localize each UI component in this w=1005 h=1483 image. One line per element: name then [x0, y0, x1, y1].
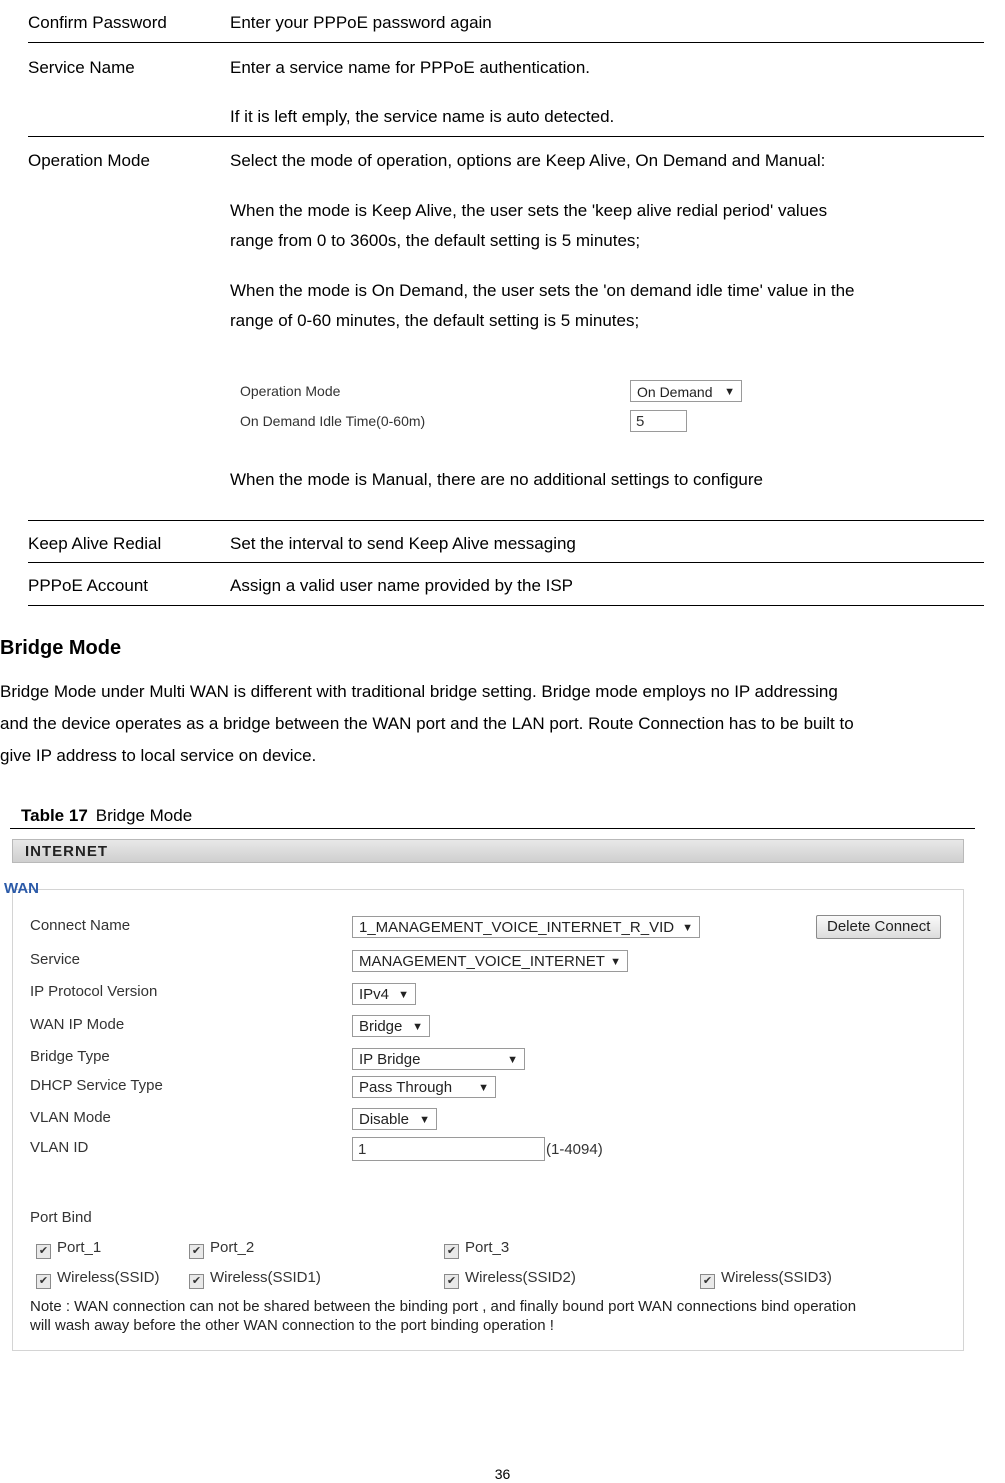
param-desc: Enter a service name for PPPoE authentication. [230, 58, 591, 77]
param-name: Confirm Password [28, 13, 167, 32]
port-bind-label: Port Bind [30, 1209, 92, 1226]
operation-mode-screenshot [230, 378, 750, 438]
wan-label: WAN [4, 880, 39, 897]
vlan-mode-select[interactable]: Disable ▼ [352, 1108, 437, 1130]
section-paragraph: Bridge Mode under Multi WAN is different with traditional bridge setting. Bridge mode employs no IP addressing and the device operates as a bridge between the WAN port and the LAN port. Route Connection has to be built to give IP address to local service on device. [0, 682, 854, 765]
param-desc: Assign a valid user name provided by the ISP [230, 576, 574, 595]
ip-version-label: IP Protocol Version [30, 983, 158, 1000]
param-desc: When the mode is Manual, there are no additional settings to configure [230, 470, 763, 489]
wan-ip-mode-label: WAN IP Mode [30, 1016, 125, 1033]
check-icon: ✔ [189, 1244, 204, 1259]
check-icon: ✔ [36, 1244, 51, 1259]
param-desc: When the mode is On Demand, the user sets the 'on demand idle time' value in the [230, 281, 855, 300]
vlan-mode-label: VLAN Mode [30, 1109, 111, 1126]
wireless-ssid2-checkbox[interactable]: ✔ Wireless(SSID2) [444, 1268, 576, 1288]
delete-connect-button[interactable]: Delete Connect [816, 915, 941, 939]
port-2-checkbox[interactable]: ✔ Port_2 [189, 1238, 254, 1258]
chevron-down-icon: ▼ [610, 956, 621, 968]
table-caption: Table 17 Bridge Mode [10, 806, 975, 829]
param-name: PPPoE Account [28, 576, 149, 595]
bridge-type-select[interactable]: IP Bridge ▼ [352, 1048, 525, 1070]
table-row [28, 0, 984, 43]
chevron-down-icon: ▼ [507, 1054, 518, 1066]
internet-header: INTERNET [12, 839, 964, 863]
param-name: Keep Alive Redial [28, 534, 162, 553]
wireless-ssid1-checkbox[interactable]: ✔ Wireless(SSID1) [189, 1268, 321, 1288]
vlan-id-label: VLAN ID [30, 1139, 89, 1156]
parameter-table [28, 0, 984, 606]
wireless-ssid3-checkbox[interactable]: ✔ Wireless(SSID3) [700, 1268, 832, 1288]
check-icon: ✔ [189, 1274, 204, 1289]
param-desc: When the mode is Keep Alive, the user sets the 'keep alive redial period' values [230, 201, 828, 220]
dhcp-type-label: DHCP Service Type [30, 1077, 163, 1094]
idle-time-label: On Demand Idle Time(0-60m) [240, 413, 426, 429]
chevron-down-icon: ▼ [419, 1114, 430, 1126]
table-row [28, 43, 984, 137]
section-title: Bridge Mode [0, 637, 122, 659]
param-desc: Enter your PPPoE password again [230, 13, 492, 32]
table-row [28, 563, 984, 606]
param-name: Service Name [28, 58, 135, 77]
dhcp-type-select[interactable]: Pass Through ▼ [352, 1076, 496, 1098]
table-row [28, 137, 984, 521]
chevron-down-icon: ▼ [682, 922, 693, 934]
ip-version-select[interactable]: IPv4 ▼ [352, 983, 416, 1005]
operation-mode-select[interactable]: On Demand ▼ [630, 380, 742, 402]
check-icon: ✔ [444, 1274, 459, 1289]
service-select[interactable]: MANAGEMENT_VOICE_INTERNET ▼ [352, 950, 628, 972]
router-screenshot [0, 836, 970, 1356]
port-bind-note: Note : WAN connection can not be shared between the binding port , and finally bound port WAN connections bind operation will wash away before the other WAN connection to the port binding operation ! [30, 1298, 857, 1334]
check-icon: ✔ [700, 1274, 715, 1289]
vlan-id-input[interactable]: 1 [352, 1137, 545, 1161]
operation-mode-label: Operation Mode [240, 383, 341, 399]
wireless-ssid-checkbox[interactable]: ✔ Wireless(SSID) [36, 1268, 160, 1288]
chevron-down-icon: ▼ [398, 989, 409, 1001]
check-icon: ✔ [444, 1244, 459, 1259]
page-number: 36 [494, 1466, 511, 1482]
port-3-checkbox[interactable]: ✔ Port_3 [444, 1238, 509, 1258]
idle-time-input[interactable]: 5 [630, 410, 687, 432]
wan-ip-mode-select[interactable]: Bridge ▼ [352, 1015, 430, 1037]
service-label: Service [30, 951, 81, 968]
check-icon: ✔ [36, 1274, 51, 1289]
param-desc: If it is left emply, the service name is auto detected. [230, 107, 615, 126]
bridge-type-label: Bridge Type [30, 1048, 110, 1065]
param-desc: Set the interval to send Keep Alive messaging [230, 534, 576, 553]
connect-name-label: Connect Name [30, 917, 131, 934]
chevron-down-icon: ▼ [478, 1082, 489, 1094]
table-row [28, 521, 984, 563]
param-name: Operation Mode [28, 151, 150, 170]
chevron-down-icon: ▼ [412, 1021, 423, 1033]
param-desc: range of 0-60 minutes, the default setting is 5 minutes; [230, 311, 640, 330]
connect-name-select[interactable]: 1_MANAGEMENT_VOICE_INTERNET_R_VID ▼ [352, 916, 700, 938]
port-1-checkbox[interactable]: ✔ Port_1 [36, 1238, 101, 1258]
chevron-down-icon: ▼ [724, 386, 735, 398]
vlan-id-range: (1-4094) [546, 1141, 603, 1158]
param-desc: range from 0 to 3600s, the default setting is 5 minutes; [230, 231, 641, 250]
param-desc: Select the mode of operation, options are Keep Alive, On Demand and Manual: [230, 151, 826, 170]
